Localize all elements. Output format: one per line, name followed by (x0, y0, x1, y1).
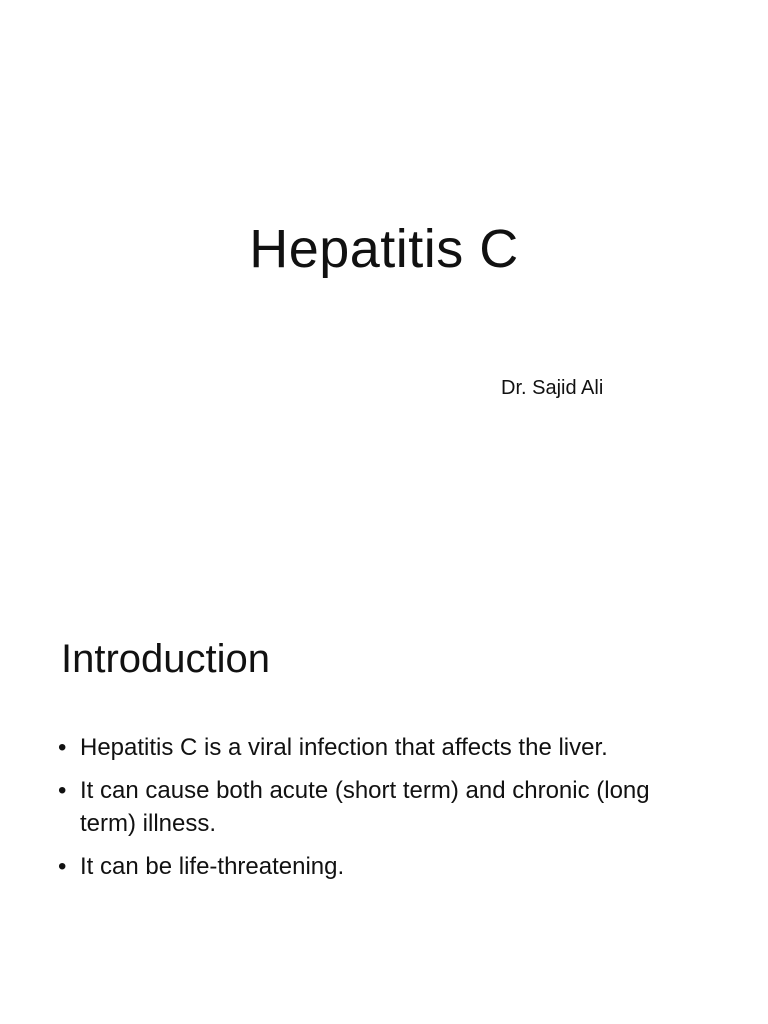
bullet-item (58, 850, 708, 883)
bullet-icon: • (58, 734, 67, 761)
bullet-list (58, 731, 708, 893)
bullet-icon: • (58, 777, 67, 804)
section-heading: Introduction (61, 637, 271, 681)
slide-title: Hepatitis C (249, 219, 519, 279)
bullet-text: Hepatitis C is a viral infection that affects the liver. (80, 734, 608, 761)
slide-author: Dr. Sajid Ali (501, 377, 604, 399)
bullet-icon: • (58, 853, 67, 880)
bullet-item (58, 774, 708, 840)
introduction-slide (0, 512, 768, 1024)
bullet-text: It can cause both acute (short term) and chronic (long term) illness. (80, 777, 650, 837)
bullet-item (58, 731, 708, 764)
bullet-text: It can be life-threatening. (80, 853, 345, 880)
